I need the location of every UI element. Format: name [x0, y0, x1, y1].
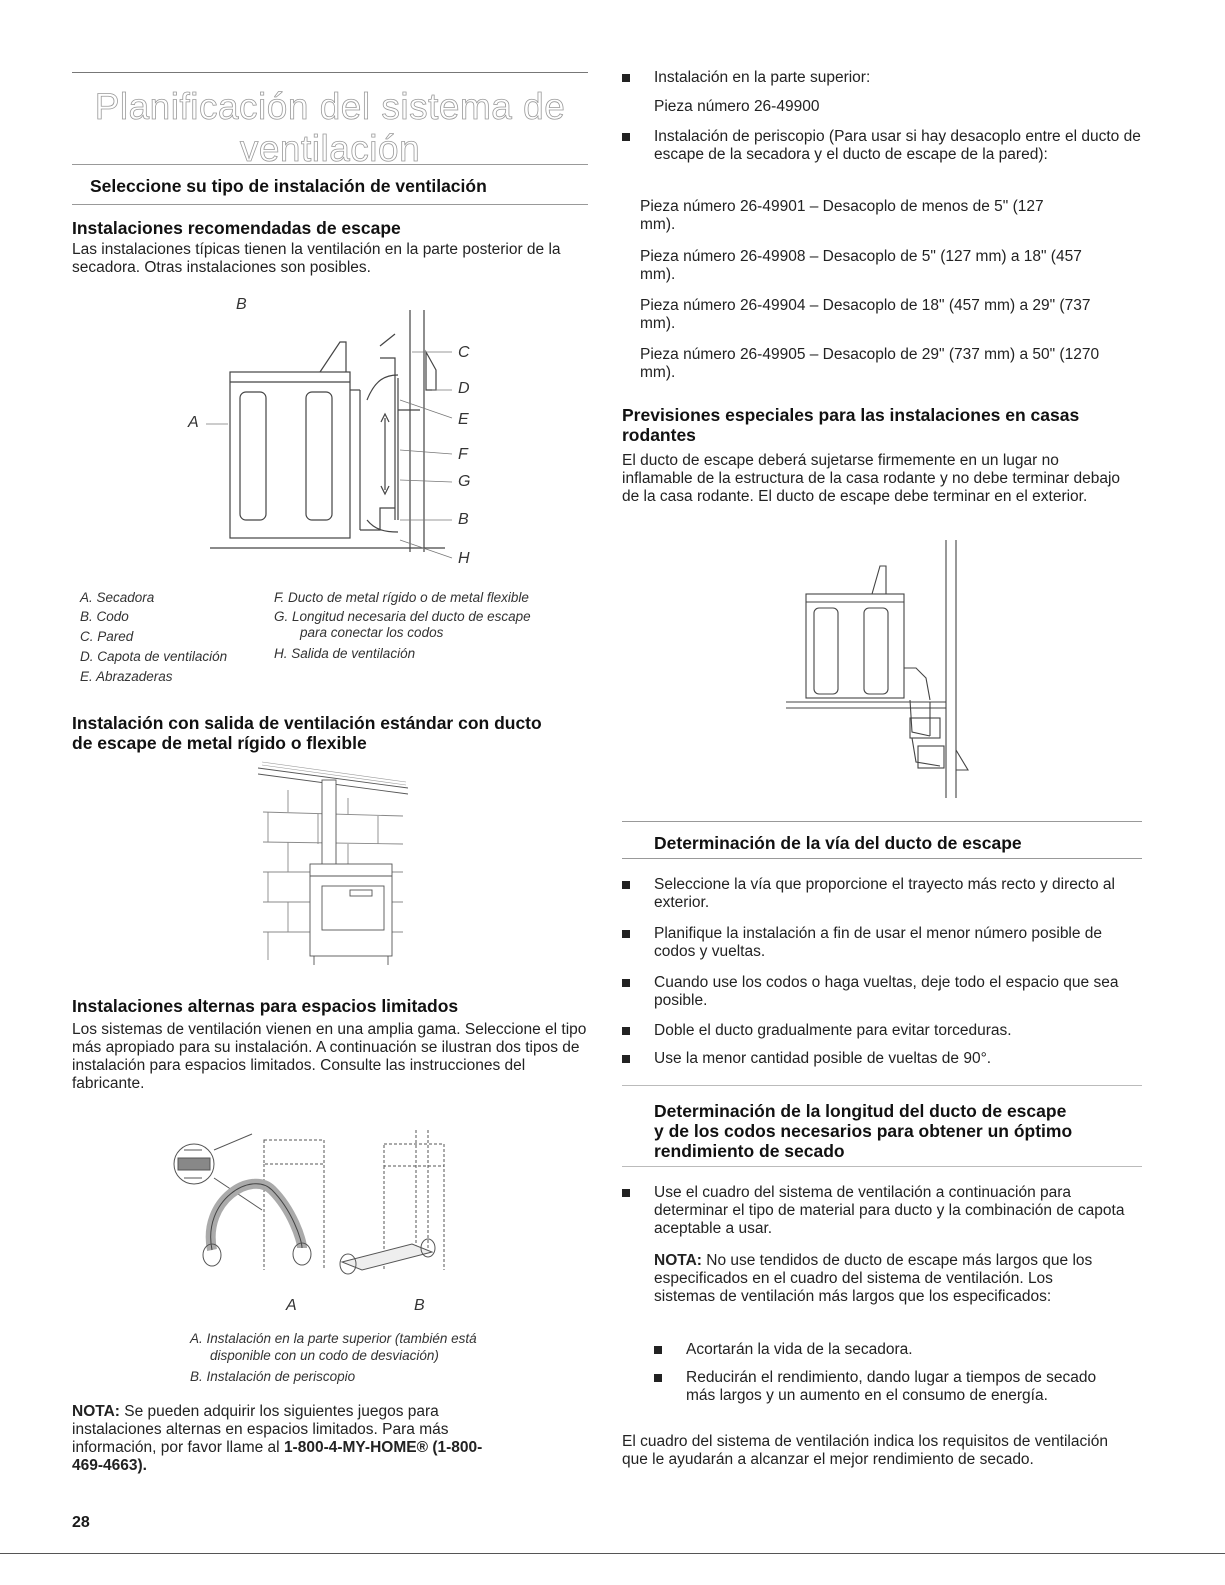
page-title-line1: Planificación del sistema de — [94, 86, 566, 127]
bullet-text: Use el cuadro del sistema de ventilación a continuación para determinar el tipo de material para ducto y la combinación de capota aceptable a usar. — [654, 1184, 1125, 1237]
legend-e: E. Abrazaderas — [80, 669, 173, 684]
page-number: 28 — [72, 1514, 90, 1531]
standard-vent-diagram — [258, 760, 408, 970]
via-bullet-3 — [622, 974, 1132, 1010]
bullet-text: Acortarán la vida de la secadora. — [686, 1341, 913, 1358]
caption-b: B. Instalación de periscopio — [190, 1369, 356, 1384]
section-rule — [622, 1085, 1142, 1086]
bullet-top-install — [622, 69, 1142, 87]
section-rule — [622, 858, 1142, 859]
heading-mobile-home-line2: rodantes — [622, 425, 696, 445]
heading-standard-install-line2: de escape de metal rígido o flexible — [72, 733, 367, 753]
heading-mobile-home-line1: Previsiones especiales para las instalaciones en casas — [622, 405, 1080, 425]
bullet-square — [654, 1346, 662, 1354]
top-rule — [72, 72, 588, 73]
phone-number: (1-800-469-4663). — [72, 1439, 483, 1474]
bullet-square — [622, 930, 630, 938]
heading-duct-length-line2: y de los codos necesarios para obtener un óptimo — [654, 1121, 1073, 1141]
via-bullet-2 — [622, 925, 1142, 961]
phone-mnemonic: 1-800-4-MY-HOME® — [283, 1439, 429, 1456]
heading-duct-length-line3: rendimiento de secado — [654, 1141, 845, 1161]
page-title-line2: ventilación — [239, 128, 421, 169]
fig1-label-g: G — [458, 473, 471, 490]
text-final: El cuadro del sistema de ventilación indica los requisitos de ventilación que le ayudarán a alcanzar el mejor rendimiento de secado. — [622, 1433, 1108, 1468]
bullet-text: Seleccione la vía que proporcione el trayecto más recto y directo al exterior. — [654, 876, 1115, 911]
alternate-install-diagram — [172, 1130, 462, 1290]
bullet-text: Use la menor cantidad posible de vueltas de 90°. — [654, 1050, 992, 1067]
heading-standard-install — [72, 713, 588, 753]
note-text: No use tendidos de ducto de escape más largos que los especificados en el cuadro del sistema de ventilación. Los sistemas de ventilación más largos que los especificados: — [654, 1252, 1093, 1305]
note-label: NOTA: — [72, 1403, 120, 1420]
fig1-label-b-bottom: B — [458, 511, 469, 528]
bullet-square — [622, 1055, 630, 1063]
sub-bullet-1 — [654, 1341, 1114, 1359]
text-recommended: Las instalaciones típicas tienen la ventilación en la parte posterior de la secadora. Otras instalaciones son posibles. — [72, 241, 561, 276]
bullet-text: Instalación de periscopio (Para usar si hay desacoplo entre el ducto de escape de la secadora y el ducto de escape de la pared): — [654, 128, 1141, 163]
note-label: NOTA: — [654, 1252, 702, 1269]
section-rule — [72, 204, 588, 205]
fig1-label-e: E — [458, 411, 469, 428]
note-text: Se pueden adquirir los siguientes juegos para instalaciones alternas en espacios limitados. Para más información, por favor llame al — [72, 1403, 449, 1456]
via-bullet-5 — [622, 1050, 1142, 1068]
text-mobile-home: El ducto de escape deberá sujetarse firmemente en un lugar no inflamable de la estructura de la casa rodante y no debe terminar debajo de la casa rodante. El ducto de escape debe terminar en el exterior. — [622, 452, 1121, 505]
fig3-label-a: A — [286, 1297, 297, 1314]
via-bullet-1 — [622, 876, 1132, 912]
heading-alternate: Instalaciones alternas para espacios limitados — [72, 996, 459, 1016]
caption-a-cont: disponible con un codo de desviación) — [210, 1348, 439, 1363]
caption-a: A. Instalación en la parte superior (también está — [190, 1331, 477, 1346]
length-bullet-1 — [622, 1184, 1142, 1238]
fig1-label-a: A — [188, 414, 199, 431]
exhaust-installation-diagram — [180, 290, 500, 570]
heading-duct-length-line1: Determinación de la longitud del ducto de escape — [654, 1101, 1067, 1121]
heading-recommended: Instalaciones recomendadas de escape — [72, 218, 401, 238]
section-rule — [622, 1166, 1142, 1167]
note-kits — [72, 1403, 512, 1475]
part-top: Pieza número 26-49900 — [654, 98, 820, 115]
bullet-text: Instalación en la parte superior: — [654, 69, 871, 86]
bullet-square — [622, 74, 630, 82]
part-26-49908: Pieza número 26-49908 – Desacoplo de 5" (127 mm) a 18" (457 mm). — [640, 248, 1082, 283]
bullet-square — [622, 1027, 630, 1035]
legend-f: F. Ducto de metal rígido o de metal flexible — [274, 590, 529, 605]
mobile-home-diagram — [780, 540, 980, 800]
fig1-label-d: D — [458, 380, 470, 397]
section-rule — [622, 821, 1142, 822]
bullet-square — [654, 1374, 662, 1382]
legend-h: H. Salida de ventilación — [274, 646, 416, 661]
text-alternate: Los sistemas de ventilación vienen en una amplia gama. Seleccione el tipo más apropiado para su instalación. A continuación se ilustran dos tipos de instalación para espacios limitados. Consulte las instrucciones del fabricante. — [72, 1021, 587, 1092]
section-heading-vent-type: Seleccione su tipo de instalación de ventilación — [90, 176, 487, 196]
sub-bullet-2 — [654, 1369, 1114, 1405]
bullet-text: Doble el ducto gradualmente para evitar torceduras. — [654, 1022, 1012, 1039]
section-rule — [72, 164, 588, 165]
bullet-periscope — [622, 128, 1142, 164]
bullet-square — [622, 979, 630, 987]
bullet-text: Planifique la instalación a fin de usar el menor número posible de codos y vueltas. — [654, 925, 1103, 960]
legend-d: D. Capota de ventilación — [80, 649, 228, 664]
legend-b: B. Codo — [80, 609, 129, 624]
heading-mobile-home — [622, 405, 1142, 445]
heading-standard-install-line1: Instalación con salida de ventilación estándar con ducto — [72, 713, 542, 733]
heading-duct-length — [654, 1101, 1134, 1161]
section-heading-duct-path: Determinación de la vía del ducto de escape — [654, 833, 1022, 853]
bullet-text: Reducirán el rendimiento, dando lugar a tiempos de secado más largos y un aumento en el consumo de energía. — [686, 1369, 1097, 1404]
fig1-label-h: H — [458, 550, 470, 567]
legend-g: G. Longitud necesaria del ducto de escape — [274, 609, 531, 624]
via-bullet-4 — [622, 1022, 1142, 1040]
legend-a: A. Secadora — [80, 590, 155, 605]
legend-g-cont: para conectar los codos — [300, 625, 444, 640]
bottom-rule — [0, 1553, 1225, 1554]
part-26-49904: Pieza número 26-49904 – Desacoplo de 18" (457 mm) a 29" (737 mm). — [640, 297, 1091, 332]
legend-c: C. Pared — [80, 629, 134, 644]
fig1-label-b-top: B — [236, 296, 247, 313]
bullet-text: Cuando use los codos o haga vueltas, deje todo el espacio que sea posible. — [654, 974, 1119, 1009]
fig1-label-c: C — [458, 344, 470, 361]
bullet-square — [622, 133, 630, 141]
bullet-square — [622, 881, 630, 889]
part-26-49901: Pieza número 26-49901 – Desacoplo de menos de 5" (127 mm). — [640, 198, 1044, 233]
page-title — [72, 86, 588, 170]
fig1-label-f: F — [458, 446, 468, 463]
note-duct-length — [654, 1252, 1114, 1306]
bullet-square — [622, 1189, 630, 1197]
fig3-label-b: B — [414, 1297, 425, 1314]
part-26-49905: Pieza número 26-49905 – Desacoplo de 29" (737 mm) a 50" (1270 mm). — [640, 346, 1100, 381]
